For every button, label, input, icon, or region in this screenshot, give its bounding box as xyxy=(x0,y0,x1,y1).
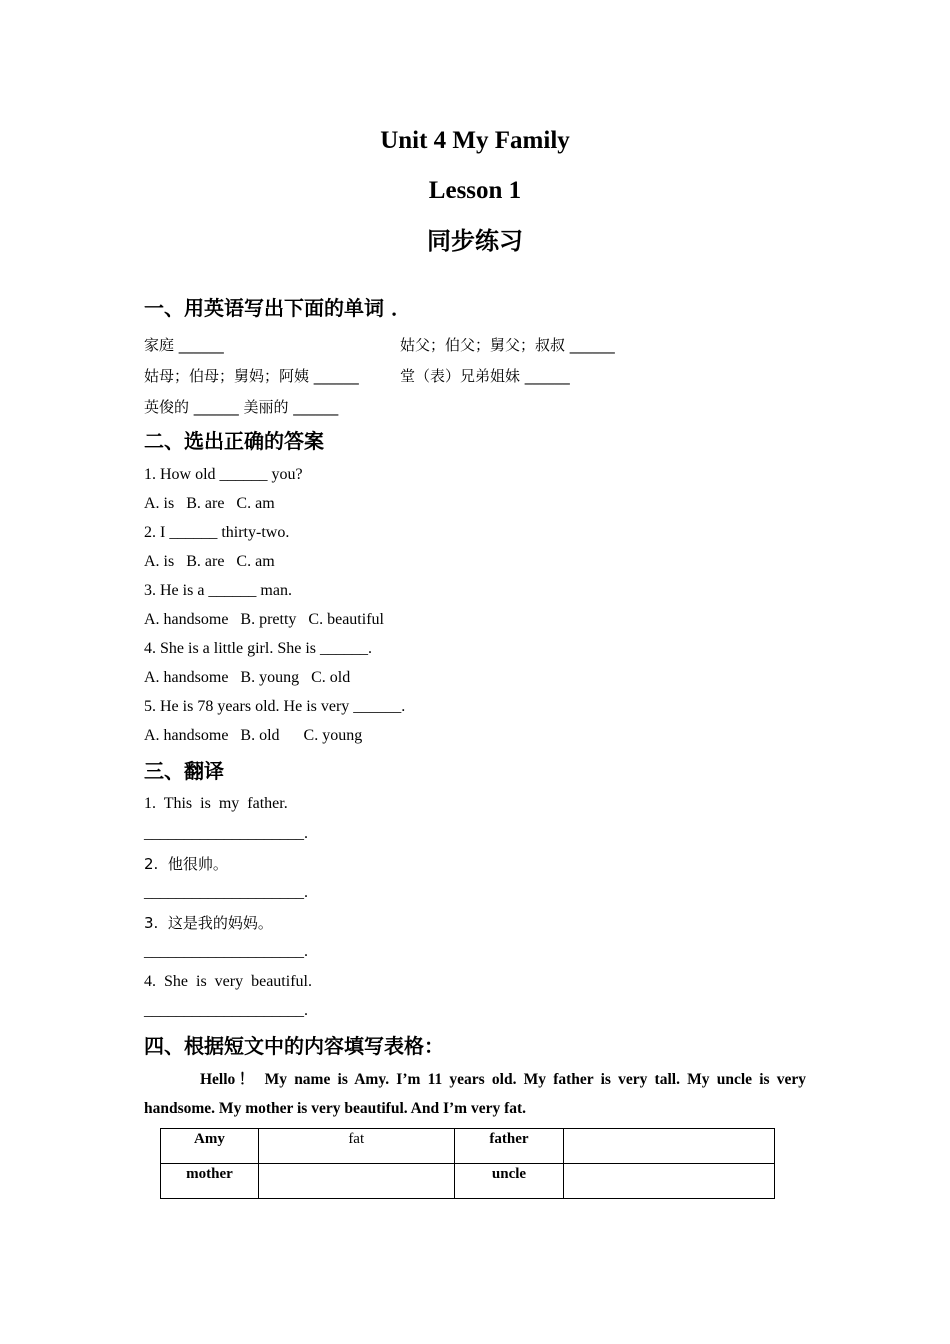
mc-question: 5. He is 78 years old. He is very ______. xyxy=(144,698,406,715)
vocab-family: 家庭 ______ xyxy=(144,336,224,354)
translate-question: 2. 他很帅。 xyxy=(144,855,228,873)
table-cell-mother-answer[interactable] xyxy=(258,1164,454,1199)
translate-question: 4. She is very beautiful. xyxy=(144,973,312,990)
mc-question: 2. I ______ thirty-two. xyxy=(144,524,290,541)
mc-options: A. handsome B. young C. old xyxy=(144,669,351,686)
lesson-title: Lesson 1 xyxy=(428,177,522,204)
section4-heading: 四、根据短文中的内容填写表格： xyxy=(144,1034,444,1058)
reading-passage: Hello！ My name is Amy. I’m 11 years old. My father is very tall. My uncle is very handsome. My mother is very beautiful. And I’m very fat. xyxy=(144,1071,806,1117)
table-cell-father: father xyxy=(454,1129,564,1164)
section2-heading: 二、选出正确的答案 xyxy=(144,429,324,453)
answer-line: ____________________. xyxy=(144,1002,308,1019)
answer-line: ____________________. xyxy=(144,825,308,842)
translate-question: 3. 这是我的妈妈。 xyxy=(144,914,273,932)
mc-question: 3. He is a ______ man. xyxy=(144,582,292,599)
fill-table xyxy=(160,1128,775,1199)
vocab-cousin: 堂（表）兄弟姐妹 ______ xyxy=(400,367,570,385)
vocab-uncle: 姑父；伯父；舅父；叔叔 ______ xyxy=(400,336,615,354)
table-cell-amy: Amy xyxy=(161,1129,259,1164)
vocab-aunt: 姑母；伯母；舅妈；阿姨 ______ xyxy=(144,367,359,385)
table-row xyxy=(161,1164,775,1199)
mc-question: 1. How old ______ you? xyxy=(144,466,303,483)
section1-heading: 一、用英语写出下面的单词 ． xyxy=(144,296,411,320)
table-cell-uncle-answer[interactable] xyxy=(564,1164,775,1199)
table-row xyxy=(161,1129,775,1164)
table-cell-amy-answer[interactable]: fat xyxy=(258,1129,454,1164)
section3-heading: 三、翻译 xyxy=(144,759,224,783)
page-title: Unit 4 My Family xyxy=(380,127,570,154)
vocab-handsome-beautiful: 英俊的 ______ 美丽的 ______ xyxy=(144,398,339,416)
mc-options: A. handsome B. pretty C. beautiful xyxy=(144,611,384,628)
table-cell-father-answer[interactable] xyxy=(564,1129,775,1164)
answer-line: ____________________. xyxy=(144,943,308,960)
table-cell-uncle: uncle xyxy=(454,1164,564,1199)
mc-options: A. is B. are C. am xyxy=(144,495,275,512)
answer-line: ____________________. xyxy=(144,884,308,901)
mc-options: A. handsome B. old C. young xyxy=(144,727,363,744)
subtitle: 同步练习 xyxy=(427,227,523,255)
mc-question: 4. She is a little girl. She is ______. xyxy=(144,640,372,657)
table-cell-mother: mother xyxy=(161,1164,259,1199)
translate-question: 1. This is my father. xyxy=(144,795,288,812)
mc-options: A. is B. are C. am xyxy=(144,553,275,570)
